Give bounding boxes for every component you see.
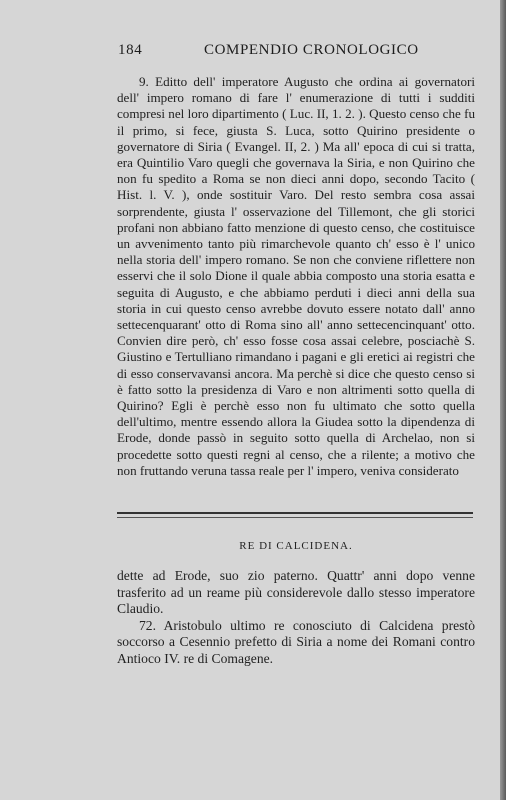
page-number: 184	[118, 42, 143, 58]
paragraph-72: 72. Aristobulo ultimo re conosciuto di Calcidena prestò soccorso a Cesennio prefetto di Siria a nome dei Romani contro Antioco IV. re di Comagene.	[117, 617, 475, 666]
running-title: COMPENDIO CRONOLOGICO	[204, 42, 419, 58]
section-paragraph-continued: dette ad Erode, suo zio paterno. Quattr' anni dopo venne trasferito ad un reame più considerevole dallo stesso imperatore Claudio.	[117, 568, 475, 616]
page-edge-shadow	[500, 0, 506, 800]
paragraph-9: 9. Editto dell' imperatore Augusto che ordina ai governatori dell' impero romano di fare l' enumerazione di tutti i sudditi compresi nel loro dipartimento ( Luc. II, 1. 2. ). Questo censo che fu il primo, si fece, giusta S. Luca, sotto Quirino presidente o governatore di Siria ( Evangel. II, 2. ) Ma all' epoca di cui si tratta, era Quintilio Varo quegli che governava la Siria, e non Quirino che non fu spedito a Roma se non dieci anni dopo, secondo Tacito ( Hist. l. V. ), onde sostituir Varo. Del resto sembra cosa assai sorprendente, giusta l' osservazione del Tillemont, che gli storici profani non abbiano fatto menzione di questo censo, che costituisce un avvenimento tanto più rimarchevole quanto ch' esso è l' unico nella storia dell' impero romano. Se non che conviene riflettere non esservi che il solo Dione il quale abbia composto una storia esatta e seguita di Augusto, e che abbiamo perduti i dieci anni della sua storia in cui questo censo avrebbe dovuto essere notato dall' anno settecenquarant' otto di Roma sino all' anno settecencinquant' otto. Convien dire però, ch' esso fosse cosa assai celebre, posciachè S. Giustino e Tertulliano rimandano i pagani e gli eretici ai registri che di esso conservavansi ancora. Ma perchè si dice che questo censo si è fatto sotto la presidenza di Varo e non altrimenti sotto quella di Quirino? Egli è perchè esso non fu ultimato che sotto quella dell'ultimo, mentre essendo allora la Giudea sotto la dipendenza di Erode, donde passò in seguito sotto quella di Archelao, non si procedette sotto questi regni al censo, che a rilente; a motivo che non fruttando veruna tassa reale per l' impero, veniva considerato	[117, 74, 475, 478]
main-text	[117, 74, 475, 479]
section-rule-thin	[117, 517, 473, 518]
section-text	[117, 568, 475, 667]
section-title: RE DI CALCIDENA.	[239, 540, 353, 552]
section-rule-thick	[117, 512, 473, 514]
